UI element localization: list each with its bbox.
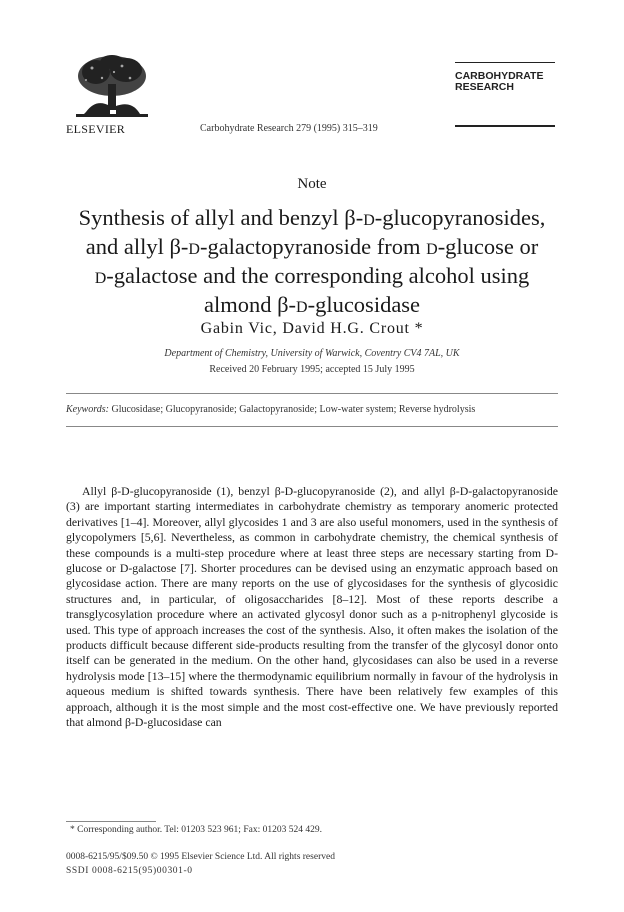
affiliation: Department of Chemistry, University of Warwick, Coventry CV4 7AL, UK [164,348,460,359]
corresponding-author-footnote: * Corresponding author. Tel: 01203 523 961; Fax: 01203 524 429. [70,825,322,835]
keywords-rule-top [66,393,558,394]
keywords [66,404,475,415]
journal-reference: Carbohydrate Research 279 (1995) 315–319 [200,123,378,134]
journal-name-line2: RESEARCH [455,81,514,93]
keywords-label: Keywords: [66,404,109,415]
elsevier-tree-logo [66,54,158,120]
section-label: Note [297,176,327,192]
body-paragraph: Allyl β-D-glucopyranoside (1), benzyl β-D-glucopyranoside (2), and allyl β-D-galactopyranoside (3) are important starting intermediates in carbohydrate chemistry as temporary anomeric protected derivatives [1–4]. Moreover, allyl glycosides 1 and 3 are also useful monomers, used in the synthesis of glycopolymers [5,6]. Nevertheless, as common in carbohydrate chemistry, the chemical synthesis of these compounds is a multi-step procedure where at least three steps are necessary starting from D-glucose or D-galactose [7]. Shorter procedures can be devised using an enzymatic approach based on glycosidase action. There are many reports on the use of glycosidases for the synthesis of glycosidic structures and, in particular, of oligosaccharides [8–12]. Most of these reports describe a transglycosylation procedure where an activated glycosyl donor such as a p-nitrophenyl glycoside is used. This type of approach increases the cost of the synthesis. Also, it often makes the isolation of the products difficult because different side-products resulting from the transfer of the glycosyl donor onto itself can be generated in the medium. On the other hand, glycosidases can also be used in a reverse hydrolysis mode [13–15] where the thermodynamic equilibrium normally in favour of the hydrolysis in aqueous medium is shifted towards synthesis. There have been relatively few examples of this approach, although it is the most simple and the most cost-effective one. We have previously reported that almond β-D-glucosidase can [66,484,558,730]
footnote-rule [66,821,156,822]
masthead-rule-top [455,62,555,63]
title-line-4: almond β-d-glucosidase [203,292,421,317]
ssdi-line: SSDI 0008-6215(95)00301-0 [66,866,193,876]
received-dates: Received 20 February 1995; accepted 15 July 1995 [209,364,415,375]
title-line-2: and allyl β-d-galactopyranoside from d-glucose or [85,234,539,259]
authors: Gabin Vic, David H.G. Crout * [200,320,424,337]
publisher-name: ELSEVIER [66,122,126,136]
keywords-list: Glucosidase; Glucopyranoside; Galactopyranoside; Low-water system; Reverse hydrolysis [111,404,476,415]
journal-name-line1: CARBOHYDRATE [455,70,544,82]
article-title [40,203,584,319]
masthead-rule-bottom [455,125,555,127]
copyright-line: 0008-6215/95/$09.50 © 1995 Elsevier Science Ltd. All rights reserved [66,852,335,862]
keywords-rule-bottom [66,426,558,427]
title-line-1: Synthesis of allyl and benzyl β-d-glucopyranosides, [78,205,546,230]
journal-masthead [455,62,555,93]
title-line-3: d-galactose and the corresponding alcohol using [94,263,530,288]
